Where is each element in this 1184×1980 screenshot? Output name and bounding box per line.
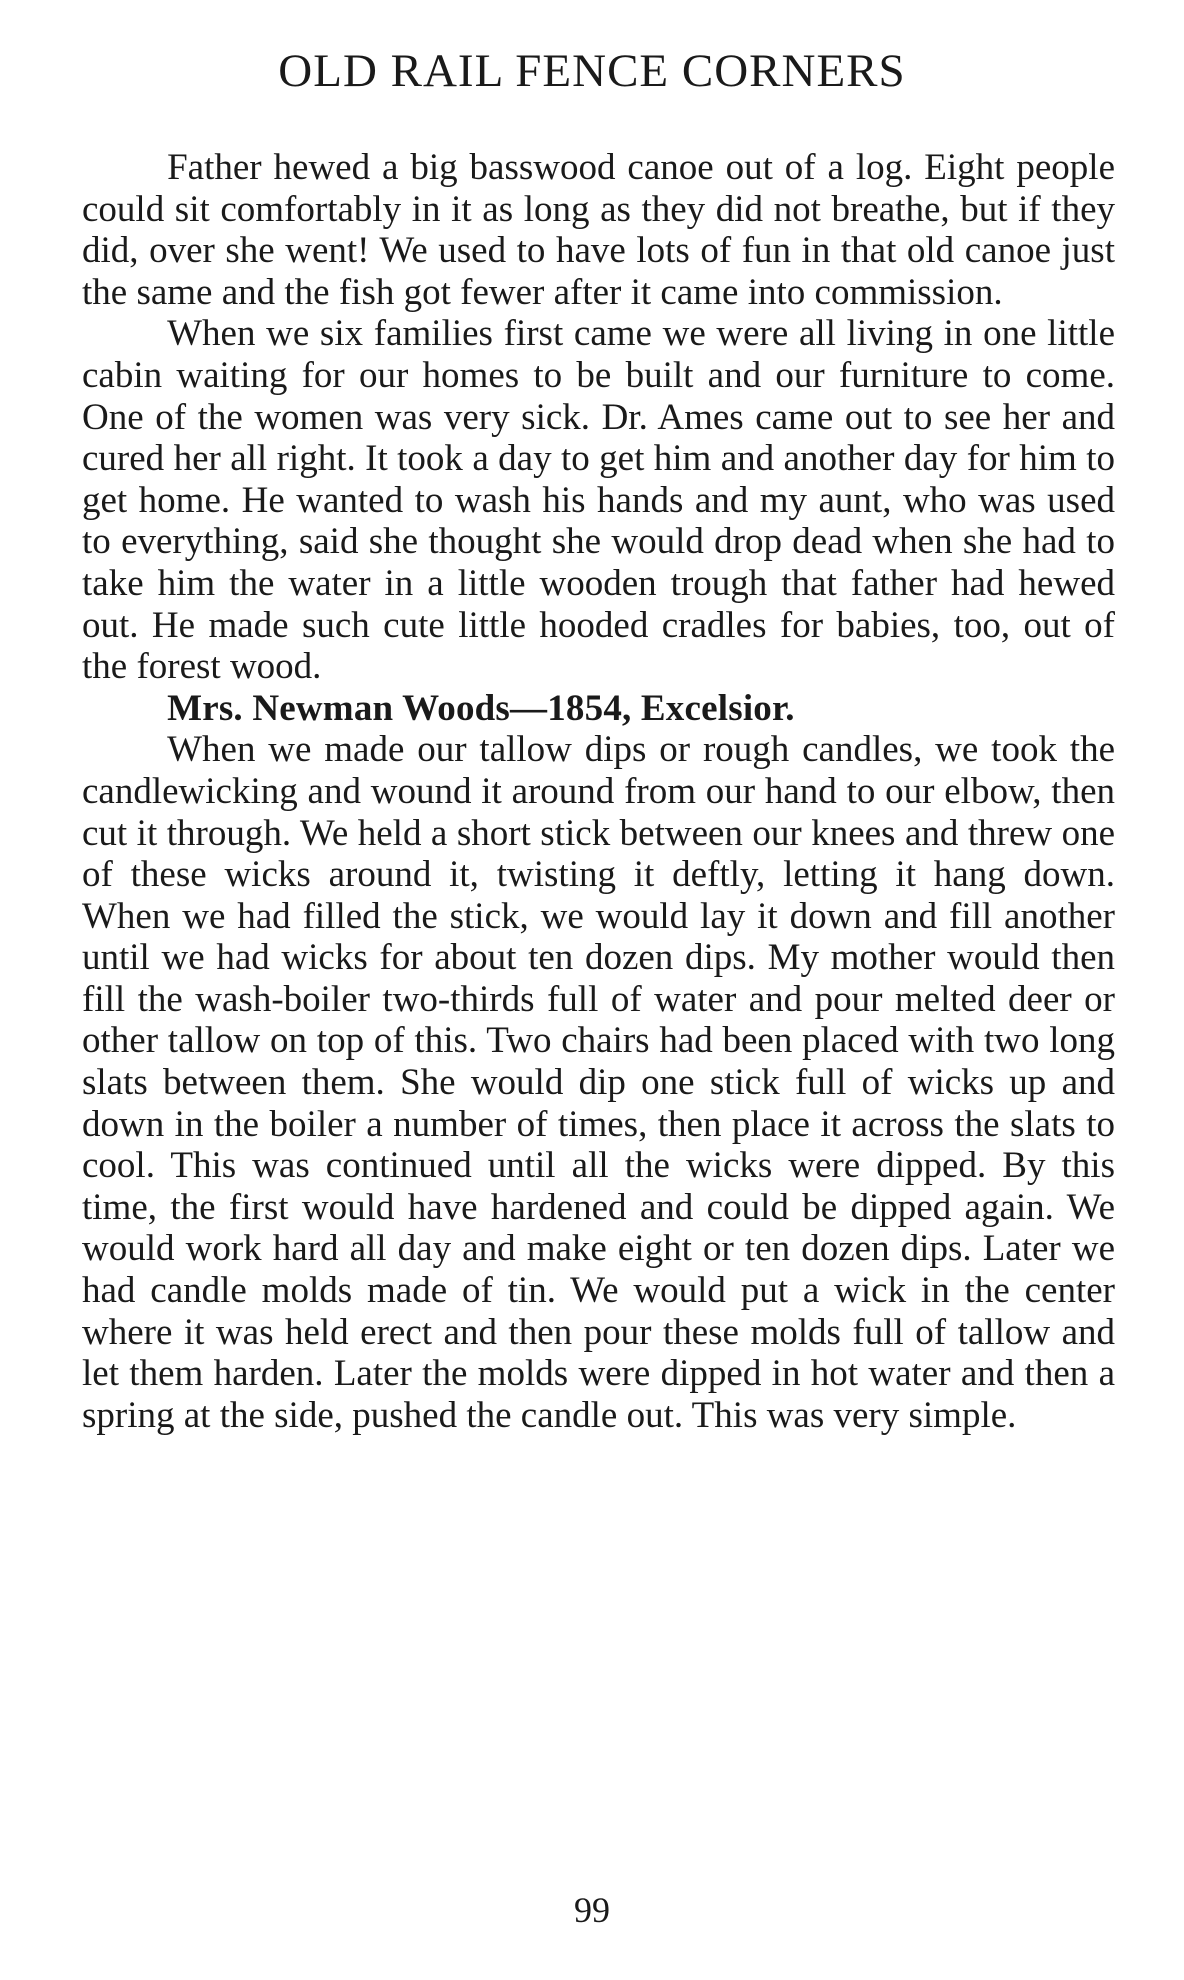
body-text <box>82 147 1115 1436</box>
section-heading: Mrs. Newman Woods—1854, Excelsior. <box>167 687 795 729</box>
paragraph-candles: When we made our tallow dips or rough candles, we took the candlewicking and wound it around from our hand to our elbow, then cut it through. We held a short stick between our knees and threw one of these wicks around it, twisting it deftly, letting it hang down. When we had filled the stick, we would lay it down and fill another until we had wicks for about ten dozen dips. My mother would then fill the wash-boiler two-thirds full of water and pour melted deer or other tallow on top of this. Two chairs had been placed with two long slats between them. She would dip one stick full of wicks up and down in the boiler a number of times, then place it across the slats to cool. This was continued until all the wicks were dipped. By this time, the first would have hardened and could be dipped again. We would work hard all day and make eight or ten dozen dips. Later we had candle molds made of tin. We would put a wick in the center where it was held erect and then pour these molds full of tallow and let them harden. Later the molds were dipped in hot water and then a spring at the side, pushed the candle out. This was very simple. <box>82 729 1115 1436</box>
running-head: OLD RAIL FENCE CORNERS <box>278 45 906 97</box>
paragraph-canoe: Father hewed a big basswood canoe out of a log. Eight people could sit comfortably in it as long as they did not breathe, but if they did, over she went! We used to have lots of fun in that old canoe just the same and the fish got fewer after it came into commission. <box>82 147 1115 313</box>
paragraph-cabin: When we six families first came we were all living in one little cabin waiting for our homes to be built and our furniture to come. One of the women was very sick. Dr. Ames came out to see her and cured her all right. It took a day to get him and another day for him to get home. He wanted to wash his hands and my aunt, who was used to everything, said she thought she would drop dead when she had to take him the water in a little wooden trough that father had hewed out. He made such cute little hooded cradles for babies, too, out of the forest wood. <box>82 313 1115 688</box>
page-number: 99 <box>574 1890 610 1930</box>
